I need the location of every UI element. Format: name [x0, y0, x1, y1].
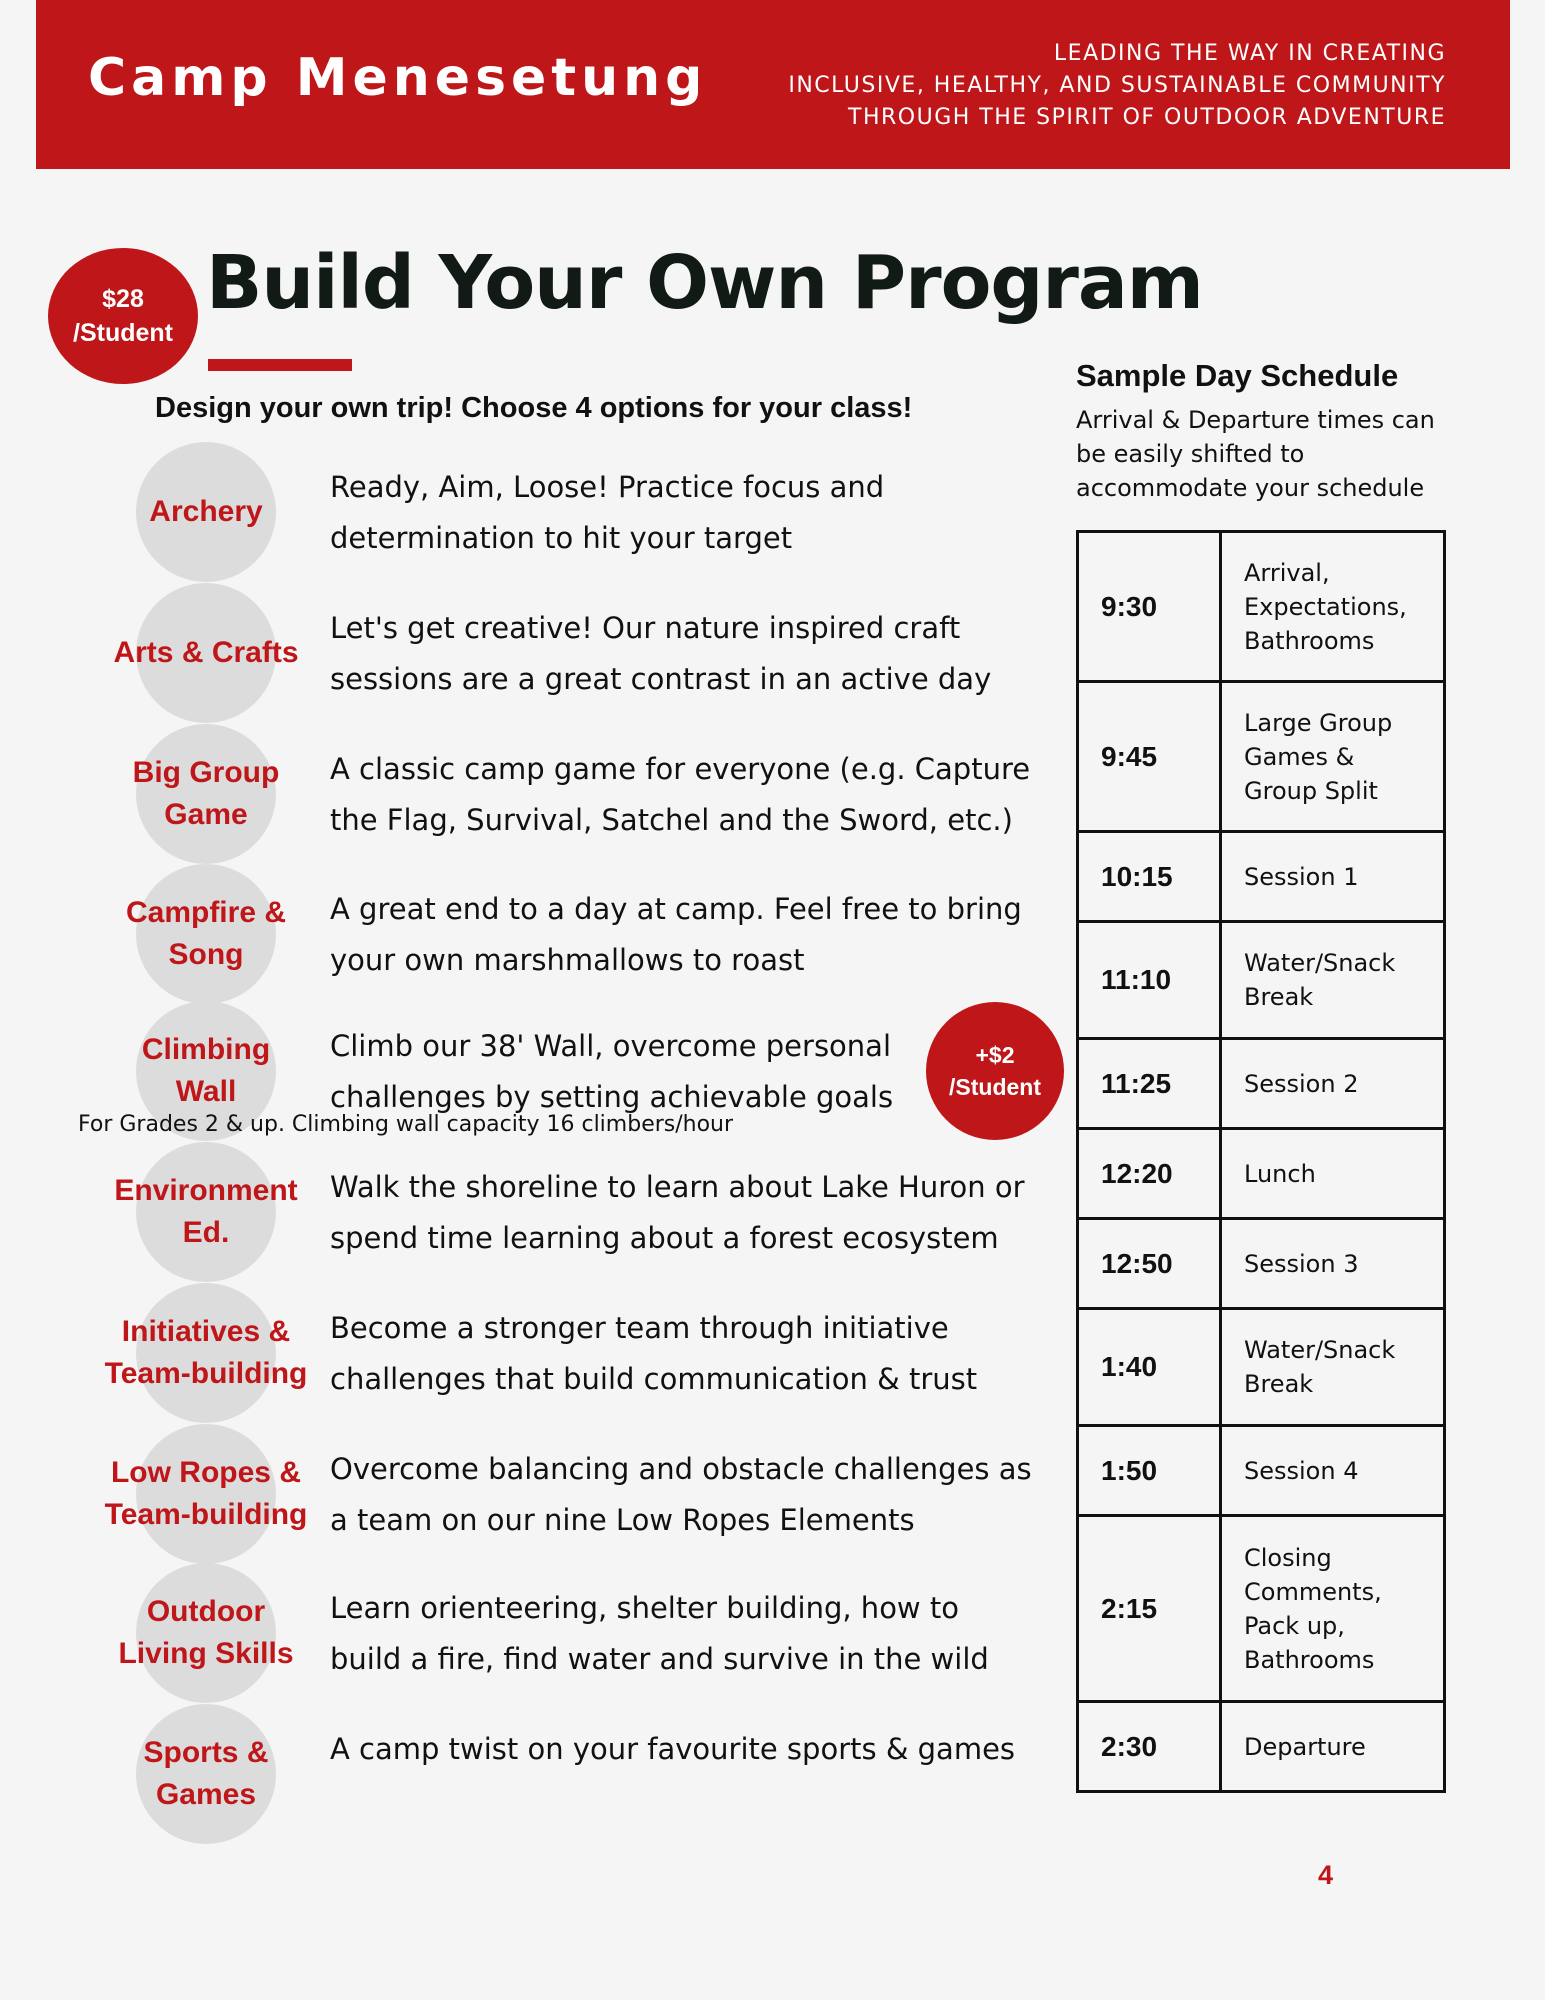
- schedule-activity: [1221, 922, 1445, 1039]
- program-label-line: Wall: [175, 1075, 237, 1108]
- program-description: [330, 1162, 1080, 1264]
- program-label-line: Team-building: [104, 1498, 308, 1531]
- schedule-time: 9:45: [1078, 682, 1221, 832]
- schedule-time: 9:30: [1078, 532, 1221, 682]
- schedule-activity-line: Lunch: [1244, 1159, 1316, 1188]
- program-description-line: build a fire, find water and survive in the wild: [330, 1642, 989, 1676]
- schedule-activity-line: Session 3: [1244, 1249, 1359, 1278]
- program-label: [70, 1142, 342, 1282]
- program-label-line: Team-building: [104, 1357, 308, 1390]
- program-description-line: A camp twist on your favourite sports & games: [330, 1732, 1016, 1766]
- program-label: [70, 442, 342, 582]
- program-label-line: Environment: [114, 1174, 298, 1207]
- price-unit: /Student: [73, 319, 173, 347]
- program-description-line: challenges that build communication & trust: [330, 1362, 978, 1396]
- schedule-time: 2:30: [1078, 1702, 1221, 1792]
- program-label-line: Sports &: [143, 1736, 269, 1769]
- schedule-activity-line: Large Group: [1244, 708, 1393, 737]
- tagline: [788, 38, 1446, 134]
- schedule-note: Arrival & Departure times can be easily shifted to accommodate your schedule: [1076, 406, 1435, 502]
- program-description: [330, 1303, 1080, 1405]
- schedule-activity-line: Bathrooms: [1244, 1645, 1375, 1674]
- page-subtitle: Design your own trip! Choose 4 options for your class!: [155, 392, 913, 424]
- program-description-line: spend time learning about a forest ecosystem: [330, 1221, 999, 1255]
- header-banner: [36, 0, 1510, 169]
- schedule-activity-line: Games &: [1244, 742, 1355, 771]
- schedule-activity-line: Break: [1244, 983, 1314, 1011]
- price-amount: $28: [102, 285, 144, 313]
- program-option: [0, 442, 1070, 582]
- schedule-time: 10:15: [1078, 832, 1221, 922]
- surcharge-unit: /Student: [949, 1074, 1041, 1100]
- program-description-line: sessions are a great contrast in an active day: [330, 662, 992, 696]
- schedule-row: [1078, 1129, 1445, 1219]
- surcharge-amount: +$2: [975, 1042, 1015, 1068]
- program-description-line: the Flag, Survival, Satchel and the Sword, etc.): [330, 803, 1013, 837]
- schedule-activity-line: Water/Snack: [1244, 949, 1396, 977]
- schedule-activity-line: Comments,: [1244, 1577, 1382, 1606]
- schedule-activity-line: Expectations,: [1244, 592, 1407, 621]
- program-option: [0, 1142, 1070, 1282]
- climbing-surcharge-badge: [926, 1002, 1064, 1140]
- schedule-title: Sample Day Schedule: [1076, 358, 1399, 393]
- schedule-row: [1078, 682, 1445, 832]
- program-option: [0, 1704, 1070, 1844]
- schedule-activity-line: Departure: [1244, 1732, 1366, 1761]
- schedule-activity: [1221, 1129, 1445, 1219]
- schedule-row: [1078, 1309, 1445, 1426]
- program-label-line: Campfire &: [125, 896, 287, 929]
- price-badge: [48, 248, 198, 384]
- program-description-line: Overcome balancing and obstacle challenges as: [330, 1452, 1032, 1486]
- tagline-line: THROUGH THE SPIRIT OF OUTDOOR ADVENTURE: [848, 105, 1446, 130]
- program-label: [70, 583, 342, 723]
- program-description-line: Learn orienteering, shelter building, how to: [330, 1591, 959, 1625]
- schedule-time: 11:25: [1078, 1039, 1221, 1129]
- brand-name: Camp Menesetung: [88, 48, 708, 108]
- schedule-activity-line: Closing: [1244, 1543, 1332, 1572]
- page-number: 4: [1318, 1860, 1334, 1890]
- schedule-time: 12:20: [1078, 1129, 1221, 1219]
- title-underline: [208, 359, 352, 371]
- program-label-line: Climbing: [141, 1033, 271, 1066]
- program-description: [330, 884, 1080, 986]
- program-description-line: determination to hit your target: [330, 521, 793, 555]
- program-description-line: Walk the shoreline to learn about Lake Huron or: [330, 1170, 1025, 1204]
- schedule-activity: [1221, 532, 1445, 682]
- program-option: [0, 583, 1070, 723]
- program-label-line: Archery: [149, 495, 263, 528]
- program-description: [330, 1583, 1080, 1685]
- schedule-time: 1:50: [1078, 1426, 1221, 1516]
- program-option: [0, 864, 1070, 1004]
- page-title: Build Your Own Program: [206, 240, 1203, 326]
- program-label-line: Ed.: [182, 1216, 230, 1249]
- schedule-activity-line: Group Split: [1244, 776, 1378, 805]
- program-label: [70, 864, 342, 1004]
- program-description: [330, 1444, 1080, 1546]
- program-description-line: Become a stronger team through initiative: [330, 1311, 949, 1345]
- schedule-table: [1076, 530, 1446, 1793]
- schedule-time: 2:15: [1078, 1516, 1221, 1702]
- program-option: [0, 724, 1070, 864]
- schedule-activity: [1221, 1702, 1445, 1792]
- program-description-line: a team on our nine Low Ropes Elements: [330, 1503, 915, 1537]
- program-label-line: Song: [168, 938, 244, 971]
- schedule-activity-line: Session 2: [1244, 1069, 1359, 1098]
- program-label-line: Big Group: [132, 756, 280, 789]
- program-option: [0, 1424, 1070, 1564]
- schedule-row: [1078, 1516, 1445, 1702]
- schedule-row: [1078, 532, 1445, 682]
- schedule-activity: [1221, 1219, 1445, 1309]
- program-description: [330, 462, 1080, 564]
- program-option: [0, 1283, 1070, 1423]
- program-label: [70, 1424, 342, 1564]
- schedule-activity-line: Break: [1244, 1370, 1314, 1398]
- schedule-activity: [1221, 1039, 1445, 1129]
- schedule-activity: [1221, 1516, 1445, 1702]
- program-label-line: Living Skills: [118, 1637, 294, 1670]
- program-option: [0, 1563, 1070, 1703]
- schedule-row: [1078, 1039, 1445, 1129]
- program-label-line: Initiatives &: [121, 1315, 291, 1348]
- program-label: [70, 724, 342, 864]
- program-description-line: Let's get creative! Our nature inspired craft: [330, 611, 961, 645]
- schedule-row: [1078, 1702, 1445, 1792]
- schedule-time: 12:50: [1078, 1219, 1221, 1309]
- program-description-line: Ready, Aim, Loose! Practice focus and: [330, 470, 885, 504]
- schedule-activity-line: Pack up,: [1244, 1611, 1345, 1640]
- program-description: [330, 603, 1080, 705]
- program-label: [70, 1283, 342, 1423]
- schedule-activity-line: Arrival,: [1244, 558, 1330, 587]
- schedule-activity: [1221, 832, 1445, 922]
- schedule-activity-line: Water/Snack: [1244, 1336, 1396, 1364]
- schedule-activity-line: Session 4: [1244, 1456, 1359, 1485]
- schedule-activity: [1221, 1426, 1445, 1516]
- program-label: [70, 1563, 342, 1703]
- program-description: [330, 744, 1080, 846]
- program-label-line: Game: [164, 798, 248, 831]
- program-label-line: Games: [155, 1778, 257, 1811]
- program-description-line: your own marshmallows to roast: [330, 943, 805, 977]
- program-description-line: A great end to a day at camp. Feel free to bring: [330, 892, 1022, 926]
- schedule-row: [1078, 1426, 1445, 1516]
- schedule-activity-line: Bathrooms: [1244, 626, 1375, 655]
- schedule-row: [1078, 1219, 1445, 1309]
- schedule-activity: [1221, 682, 1445, 832]
- tagline-line: INCLUSIVE, HEALTHY, AND SUSTAINABLE COMMUNITY: [788, 73, 1446, 98]
- program-description-line: challenges by setting achievable goals: [330, 1080, 894, 1114]
- program-description-line: A classic camp game for everyone (e.g. Capture: [330, 752, 1031, 786]
- schedule-row: [1078, 922, 1445, 1039]
- program-description-line: Climb our 38' Wall, overcome personal: [330, 1029, 891, 1063]
- schedule-time: 1:40: [1078, 1309, 1221, 1426]
- program-label-line: Low Ropes &: [110, 1456, 301, 1489]
- schedule-row: [1078, 832, 1445, 922]
- schedule-activity: [1221, 1309, 1445, 1426]
- schedule-activity-line: Session 1: [1244, 862, 1359, 891]
- program-label: [70, 1704, 342, 1844]
- program-label-line: Arts & Crafts: [113, 636, 299, 669]
- climbing-note: For Grades 2 & up. Climbing wall capacity 16 climbers/hour: [78, 1112, 734, 1137]
- program-description: [330, 1724, 1080, 1775]
- tagline-line: LEADING THE WAY IN CREATING: [1053, 41, 1446, 66]
- schedule-time: 11:10: [1078, 922, 1221, 1039]
- program-label-line: Outdoor: [146, 1595, 266, 1628]
